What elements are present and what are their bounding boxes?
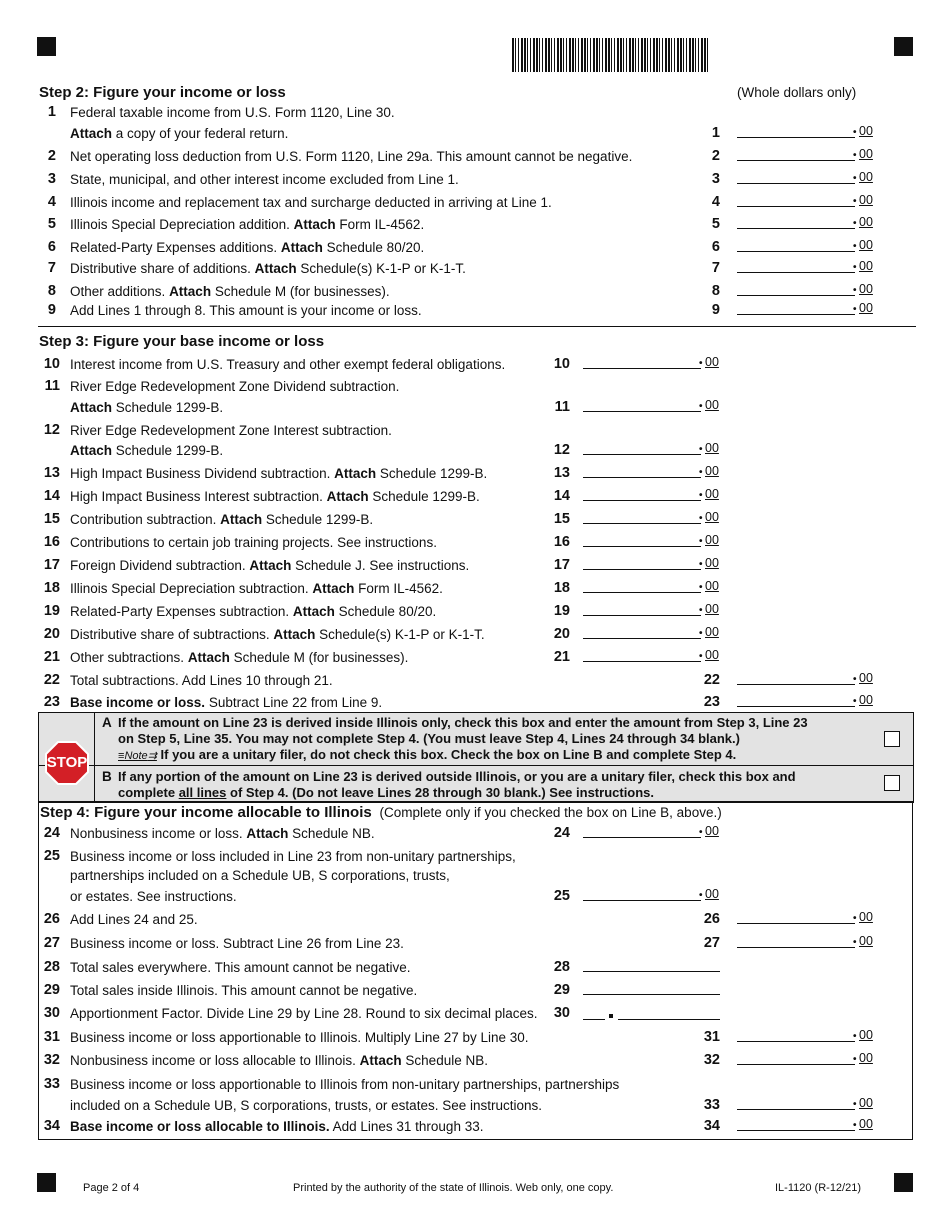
line-9-text: Add Lines 1 through 8. This amount is your income or loss. xyxy=(70,303,422,318)
line-15-number: 15 xyxy=(43,511,60,527)
line-11-text: River Edge Redevelopment Zone Dividend subtraction. xyxy=(70,379,400,394)
line-17-number: 17 xyxy=(43,557,60,573)
line-24-amount-field[interactable] xyxy=(583,837,701,838)
line-14-text-pre: High Impact Business Interest subtraction. xyxy=(70,489,327,504)
stop-box-divider xyxy=(94,712,95,802)
line-29-text: Total sales inside Illinois. This amount cannot be negative. xyxy=(70,983,418,998)
line-14-number: 14 xyxy=(43,488,60,504)
line-23-bold-label: Base income or loss. xyxy=(70,695,206,710)
line-32-amount-field[interactable] xyxy=(737,1064,855,1065)
attach-label: Attach xyxy=(326,489,369,504)
line-5-text-post: Form IL-4562. xyxy=(335,217,425,232)
step4-right-border xyxy=(912,801,913,1140)
line-7-text-post: Schedule(s) K-1-P or K-1-T. xyxy=(296,261,466,276)
line-23-text xyxy=(70,695,382,710)
line-24-text xyxy=(70,826,375,841)
line-24-number: 24 xyxy=(43,825,60,841)
decimal-point: • xyxy=(699,401,703,412)
line-14-text-post: Schedule 1299-B. xyxy=(368,489,480,504)
line-17-text xyxy=(70,558,469,573)
line-29-amount-field[interactable] xyxy=(583,994,720,995)
line-18-amount-field[interactable] xyxy=(583,592,701,593)
decimal-point: • xyxy=(853,1031,857,1042)
stop-sign-text: STOP xyxy=(46,754,88,771)
line-7-amount-field[interactable] xyxy=(737,272,855,273)
line-18-cents: 00 xyxy=(705,579,719,593)
line-15-cents: 00 xyxy=(705,510,719,524)
attach-label: Attach xyxy=(70,400,113,415)
step2-divider xyxy=(38,326,916,327)
line-33-amount-field[interactable] xyxy=(737,1109,855,1110)
line-a-checkbox[interactable] xyxy=(884,731,900,747)
line-11-cents: 00 xyxy=(705,398,719,412)
line-12-text: River Edge Redevelopment Zone Interest subtraction. xyxy=(70,423,392,438)
line-20-text-post: Schedule(s) K-1-P or K-1-T. xyxy=(315,627,485,642)
line-26-amount-field[interactable] xyxy=(737,923,855,924)
line-25-text-1: Business income or loss included in Line 23 from non-unitary partnerships, xyxy=(70,849,516,864)
line-1-attach-note: a copy of your federal return. xyxy=(112,126,289,141)
line-28-number: 28 xyxy=(43,959,60,975)
line-5-text-pre: Illinois Special Depreciation addition. xyxy=(70,217,294,232)
line-4-cents: 00 xyxy=(859,193,873,207)
line-24-cents: 00 xyxy=(705,824,719,838)
page-number: Page 2 of 4 xyxy=(83,1182,140,1194)
attach-label: Attach xyxy=(70,126,113,141)
line-14-label: 14 xyxy=(553,488,570,504)
note-icon: ≡Note⇉ xyxy=(118,750,157,762)
line-21-cents: 00 xyxy=(705,648,719,662)
line-6-label: 6 xyxy=(711,239,720,255)
line-30-decimal-field[interactable] xyxy=(618,1019,720,1020)
line-20-cents: 00 xyxy=(705,625,719,639)
line-22-label: 22 xyxy=(703,672,720,688)
line-34-cents: 00 xyxy=(859,1117,873,1131)
step3-title: Step 3: Figure your base income or loss xyxy=(39,333,325,350)
line-10-label: 10 xyxy=(553,356,570,372)
line-20-label: 20 xyxy=(553,626,570,642)
line-5-number: 5 xyxy=(47,216,56,232)
line-5-label: 5 xyxy=(711,216,720,232)
attach-label: Attach xyxy=(273,627,316,642)
whole-dollars-note: (Whole dollars only) xyxy=(737,85,857,100)
line-16-text: Contributions to certain job training projects. See instructions. xyxy=(70,535,437,550)
line-25-number: 25 xyxy=(43,848,60,864)
line-27-label: 27 xyxy=(703,935,720,951)
line-24-text-pre: Nonbusiness income or loss. xyxy=(70,826,247,841)
decimal-point: • xyxy=(853,937,857,948)
line-27-cents: 00 xyxy=(859,934,873,948)
attach-label: Attach xyxy=(246,826,289,841)
line-21-number: 21 xyxy=(43,649,60,665)
line-b-text-2-pre: complete xyxy=(118,785,179,800)
line-1-text: Federal taxable income from U.S. Form 1120, Line 30. xyxy=(70,105,395,120)
decimal-point: • xyxy=(853,1054,857,1065)
line-a-text-1: If the amount on Line 23 is derived inside Illinois only, check this box and enter the amount from Step 3, Line 23 xyxy=(118,715,808,730)
line-a-note-text: If you are a unitary filer, do not check this box. Check the box on Line B and complete Step 4. xyxy=(156,747,737,762)
line-8-text-pre: Other additions. xyxy=(70,284,170,299)
line-13-number: 13 xyxy=(43,465,60,481)
attach-label: Attach xyxy=(334,466,377,481)
line-17-text-pre: Foreign Dividend subtraction. xyxy=(70,558,250,573)
line-19-cents: 00 xyxy=(705,602,719,616)
line-15-amount-field[interactable] xyxy=(583,523,701,524)
decimal-point: • xyxy=(699,444,703,455)
attach-label: Attach xyxy=(187,650,230,665)
line-12-attach-note: Schedule 1299-B. xyxy=(112,443,224,458)
line-34-text xyxy=(70,1119,483,1134)
line-25-cents: 00 xyxy=(705,887,719,901)
attach-label: Attach xyxy=(70,443,113,458)
step2-title: Step 2: Figure your income or loss xyxy=(39,84,286,101)
line-8-amount-field[interactable] xyxy=(737,295,855,296)
line-2-number: 2 xyxy=(47,148,56,164)
line-25-text-2: partnerships included on a Schedule UB, S corporations, trusts, xyxy=(70,868,450,883)
decimal-point: • xyxy=(699,467,703,478)
line-14-amount-field[interactable] xyxy=(583,500,701,501)
line-2-label: 2 xyxy=(711,148,720,164)
line-28-text: Total sales everywhere. This amount cannot be negative. xyxy=(70,960,411,975)
step4-bottom-border xyxy=(38,1139,913,1140)
line-4-amount-field[interactable] xyxy=(737,206,855,207)
line-19-text-pre: Related-Party Expenses subtraction. xyxy=(70,604,293,619)
line-25-amount-field[interactable] xyxy=(583,900,701,901)
decimal-point: • xyxy=(699,605,703,616)
registration-mark-bottom-left xyxy=(37,1173,56,1192)
line-33-cents: 00 xyxy=(859,1096,873,1110)
registration-mark-bottom-right xyxy=(894,1173,913,1192)
registration-mark-top-left xyxy=(37,37,56,56)
line-21-amount-field[interactable] xyxy=(583,661,701,662)
line-32-cents: 00 xyxy=(859,1051,873,1065)
line-5-text xyxy=(70,217,424,232)
line-2-cents: 00 xyxy=(859,147,873,161)
line-24-label: 24 xyxy=(553,825,570,841)
line-7-text-pre: Distributive share of additions. xyxy=(70,261,255,276)
line-4-text: Illinois income and replacement tax and surcharge deducted in arriving at Line 1. xyxy=(70,195,552,210)
line-19-number: 19 xyxy=(43,603,60,619)
line-9-cents: 00 xyxy=(859,301,873,315)
attach-label: Attach xyxy=(249,558,292,573)
line-20-number: 20 xyxy=(43,626,60,642)
line-7-text xyxy=(70,261,466,276)
line-12-number: 12 xyxy=(43,422,60,438)
line-9-amount-field[interactable] xyxy=(737,314,855,315)
line-23-label: 23 xyxy=(703,694,720,710)
line-32-text xyxy=(70,1053,488,1068)
line-1-number: 1 xyxy=(47,104,56,120)
decimal-point: • xyxy=(699,628,703,639)
line-b-text-1: If any portion of the amount on Line 23 is derived outside Illinois, or you are a unitary filer, check this box and xyxy=(118,769,796,784)
decimal-point: • xyxy=(853,218,857,229)
decimal-point: • xyxy=(699,651,703,662)
line-23-number: 23 xyxy=(43,694,60,710)
line-8-label: 8 xyxy=(711,283,720,299)
line-31-amount-field[interactable] xyxy=(737,1041,855,1042)
line-10-text: Interest income from U.S. Treasury and other exempt federal obligations. xyxy=(70,357,506,372)
line-27-text: Business income or loss. Subtract Line 26 from Line 23. xyxy=(70,936,404,951)
line-21-text-post: Schedule M (for businesses). xyxy=(229,650,409,665)
line-23-cents: 00 xyxy=(859,693,873,707)
line-30-whole-field[interactable] xyxy=(583,1019,605,1020)
decimal-point: • xyxy=(853,1099,857,1110)
decimal-point: • xyxy=(853,304,857,315)
line-32-number: 32 xyxy=(43,1052,60,1068)
line-b-text-2-post: of Step 4. (Do not leave Lines 28 through 30 blank.) See instructions. xyxy=(226,785,655,800)
line-6-text-pre: Related-Party Expenses additions. xyxy=(70,240,281,255)
line-13-cents: 00 xyxy=(705,464,719,478)
line-10-amount-field[interactable] xyxy=(583,368,701,369)
line-7-label: 7 xyxy=(711,260,720,276)
line-28-amount-field[interactable] xyxy=(583,971,720,972)
line-32-text-post: Schedule NB. xyxy=(401,1053,488,1068)
line-20-amount-field[interactable] xyxy=(583,638,701,639)
line-18-text xyxy=(70,581,443,596)
line-3-text: State, municipal, and other interest income excluded from Line 1. xyxy=(70,172,459,187)
line-8-text xyxy=(70,284,390,299)
line-30-number: 30 xyxy=(43,1005,60,1021)
line-14-cents: 00 xyxy=(705,487,719,501)
all-lines-underlined: all lines xyxy=(178,785,227,800)
line-6-number: 6 xyxy=(47,239,56,255)
line-19-text-post: Schedule 80/20. xyxy=(334,604,437,619)
decimal-point: • xyxy=(699,490,703,501)
line-26-label: 26 xyxy=(703,911,720,927)
line-6-cents: 00 xyxy=(859,238,873,252)
decimal-point: • xyxy=(853,150,857,161)
line-13-label: 13 xyxy=(553,465,570,481)
decimal-point: • xyxy=(853,173,857,184)
line-6-amount-field[interactable] xyxy=(737,251,855,252)
attach-label: Attach xyxy=(280,240,323,255)
line-5-cents: 00 xyxy=(859,215,873,229)
line-21-label: 21 xyxy=(553,649,570,665)
line-1-text-2 xyxy=(70,126,288,141)
attach-label: Attach xyxy=(359,1053,402,1068)
step4-header xyxy=(40,804,722,821)
line-13-text xyxy=(70,466,487,481)
line-1-label: 1 xyxy=(711,125,720,141)
line-12-label: 12 xyxy=(553,442,570,458)
line-a-note xyxy=(118,747,736,762)
line-8-number: 8 xyxy=(47,283,56,299)
line-4-label: 4 xyxy=(711,194,720,210)
line-22-number: 22 xyxy=(43,672,60,688)
line-29-label: 29 xyxy=(553,982,570,998)
decimal-point: • xyxy=(853,913,857,924)
decimal-point: • xyxy=(699,536,703,547)
line-34-number: 34 xyxy=(43,1118,60,1134)
line-21-text-pre: Other subtractions. xyxy=(70,650,188,665)
line-16-cents: 00 xyxy=(705,533,719,547)
line-5-amount-field[interactable] xyxy=(737,228,855,229)
decimal-point: • xyxy=(853,285,857,296)
attach-label: Attach xyxy=(312,581,355,596)
line-16-label: 16 xyxy=(553,534,570,550)
line-15-text-pre: Contribution subtraction. xyxy=(70,512,221,527)
line-a-label: A xyxy=(102,715,112,730)
line-25-text-3: or estates. See instructions. xyxy=(70,889,237,904)
line-6-text xyxy=(70,240,424,255)
line-3-number: 3 xyxy=(47,171,56,187)
decimal-point: • xyxy=(853,241,857,252)
line-26-number: 26 xyxy=(43,911,60,927)
registration-mark-top-right xyxy=(894,37,913,56)
line-27-amount-field[interactable] xyxy=(737,947,855,948)
line-20-text xyxy=(70,627,485,642)
line-34-amount-field[interactable] xyxy=(737,1130,855,1131)
line-14-text xyxy=(70,489,480,504)
line-b-text-2 xyxy=(118,785,654,800)
decimal-point: • xyxy=(853,262,857,273)
attach-label: Attach xyxy=(293,217,336,232)
line-2-text: Net operating loss deduction from U.S. Form 1120, Line 29a. This amount cannot be negative. xyxy=(70,149,633,164)
decimal-point: • xyxy=(853,674,857,685)
line-3-cents: 00 xyxy=(859,170,873,184)
line-19-amount-field[interactable] xyxy=(583,615,701,616)
note-label: Note xyxy=(124,750,148,762)
line-17-amount-field[interactable] xyxy=(583,569,701,570)
line-26-text: Add Lines 24 and 25. xyxy=(70,912,198,927)
step4-top-border xyxy=(38,801,913,802)
line-12-cents: 00 xyxy=(705,441,719,455)
decimal-point: • xyxy=(699,890,703,901)
line-32-text-pre: Nonbusiness income or loss allocable to Illinois. xyxy=(70,1053,360,1068)
line-22-amount-field[interactable] xyxy=(737,684,855,685)
line-9-number: 9 xyxy=(47,302,56,318)
line-31-label: 31 xyxy=(703,1029,720,1045)
decimal-point: • xyxy=(699,358,703,369)
line-15-label: 15 xyxy=(553,511,570,527)
step4-subtitle: (Complete only if you checked the box on Line B, above.) xyxy=(379,805,722,820)
line-12-amount-field[interactable] xyxy=(583,454,701,455)
line-33-text-2: included on a Schedule UB, S corporations, trusts, or estates. See instructions. xyxy=(70,1098,542,1113)
decimal-point xyxy=(609,1014,613,1018)
line-10-number: 10 xyxy=(43,356,60,372)
printed-by-note: Printed by the authority of the state of Illinois. Web only, one copy. xyxy=(293,1182,614,1194)
decimal-point: • xyxy=(853,696,857,707)
line-12-text-2 xyxy=(70,443,223,458)
line-26-cents: 00 xyxy=(859,910,873,924)
decimal-point: • xyxy=(853,1120,857,1131)
line-11-number: 11 xyxy=(44,378,60,394)
line-17-label: 17 xyxy=(553,557,570,573)
line-22-text: Total subtractions. Add Lines 10 through 21. xyxy=(70,673,333,688)
form-id: IL-1120 (R-12/21) xyxy=(775,1182,862,1194)
line-15-text-post: Schedule 1299-B. xyxy=(262,512,374,527)
line-27-number: 27 xyxy=(43,935,60,951)
line-13-text-pre: High Impact Business Dividend subtraction. xyxy=(70,466,335,481)
stop-sign-icon xyxy=(44,740,90,786)
line-8-text-post: Schedule M (for businesses). xyxy=(211,284,390,299)
line-7-cents: 00 xyxy=(859,259,873,273)
line-10-cents: 00 xyxy=(705,355,719,369)
line-31-number: 31 xyxy=(43,1029,60,1045)
line-30-label: 30 xyxy=(553,1005,570,1021)
decimal-point: • xyxy=(853,127,857,138)
line-18-label: 18 xyxy=(553,580,570,596)
line-b-label: B xyxy=(102,769,112,784)
line-1-cents: 00 xyxy=(859,124,873,138)
line-11-text-2 xyxy=(70,400,223,415)
line-19-label: 19 xyxy=(553,603,570,619)
decimal-point: • xyxy=(699,513,703,524)
line-33-label: 33 xyxy=(703,1097,720,1113)
attach-label: Attach xyxy=(292,604,335,619)
step4-title: Step 4: Figure your income allocable to Illinois xyxy=(40,804,372,821)
line-16-amount-field[interactable] xyxy=(583,546,701,547)
barcode xyxy=(512,38,708,72)
line-19-text xyxy=(70,604,436,619)
line-16-number: 16 xyxy=(43,534,60,550)
line-24-text-post: Schedule NB. xyxy=(288,826,375,841)
line-17-cents: 00 xyxy=(705,556,719,570)
line-30-text: Apportionment Factor. Divide Line 29 by Line 28. Round to six decimal places. xyxy=(70,1006,538,1021)
line-28-label: 28 xyxy=(553,959,570,975)
line-34-label: 34 xyxy=(703,1118,720,1134)
line-11-amount-field[interactable] xyxy=(583,411,701,412)
line-6-text-post: Schedule 80/20. xyxy=(322,240,425,255)
line-23-text-post: Subtract Line 22 from Line 9. xyxy=(205,695,383,710)
line-4-number: 4 xyxy=(47,194,56,210)
line-2-amount-field[interactable] xyxy=(737,160,855,161)
decimal-point: • xyxy=(699,827,703,838)
line-34-bold-label: Base income or loss allocable to Illinois. xyxy=(70,1119,330,1134)
line-8-cents: 00 xyxy=(859,282,873,296)
line-21-text xyxy=(70,650,408,665)
line-31-cents: 00 xyxy=(859,1028,873,1042)
line-a-text-2: on Step 5, Line 35. You may not complete Step 4. (You must leave Step 4, Lines 24 through 34 blank.) xyxy=(118,731,740,746)
line-3-amount-field[interactable] xyxy=(737,183,855,184)
line-34-text-post: Add Lines 31 through 33. xyxy=(329,1119,484,1134)
line-13-text-post: Schedule 1299-B. xyxy=(376,466,488,481)
line-33-text-1: Business income or loss apportionable to Illinois from non-unitary partnerships, partnerships xyxy=(70,1077,620,1092)
line-22-cents: 00 xyxy=(859,671,873,685)
line-b-checkbox[interactable] xyxy=(884,775,900,791)
line-23-amount-field[interactable] xyxy=(737,706,855,707)
line-32-label: 32 xyxy=(703,1052,720,1068)
line-18-text-post: Form IL-4562. xyxy=(354,581,443,596)
line-9-label: 9 xyxy=(711,302,720,318)
line-31-text: Business income or loss apportionable to Illinois. Multiply Line 27 by Line 30. xyxy=(70,1030,529,1045)
line-11-label: 11 xyxy=(554,399,570,415)
decimal-point: • xyxy=(699,559,703,570)
attach-label: Attach xyxy=(169,284,212,299)
line-20-text-pre: Distributive share of subtractions. xyxy=(70,627,274,642)
decimal-point: • xyxy=(699,582,703,593)
line-17-text-post: Schedule J. See instructions. xyxy=(291,558,470,573)
line-25-label: 25 xyxy=(553,888,570,904)
line-18-number: 18 xyxy=(43,580,60,596)
decimal-point: • xyxy=(853,196,857,207)
line-18-text-pre: Illinois Special Depreciation subtraction. xyxy=(70,581,313,596)
attach-label: Attach xyxy=(254,261,297,276)
line-11-attach-note: Schedule 1299-B. xyxy=(112,400,224,415)
line-33-number: 33 xyxy=(43,1076,60,1092)
line-13-amount-field[interactable] xyxy=(583,477,701,478)
line-29-number: 29 xyxy=(43,982,60,998)
line-7-number: 7 xyxy=(47,260,56,276)
attach-label: Attach xyxy=(220,512,263,527)
line-1-amount-field[interactable] xyxy=(737,137,855,138)
line-3-label: 3 xyxy=(711,171,720,187)
line-15-text xyxy=(70,512,373,527)
